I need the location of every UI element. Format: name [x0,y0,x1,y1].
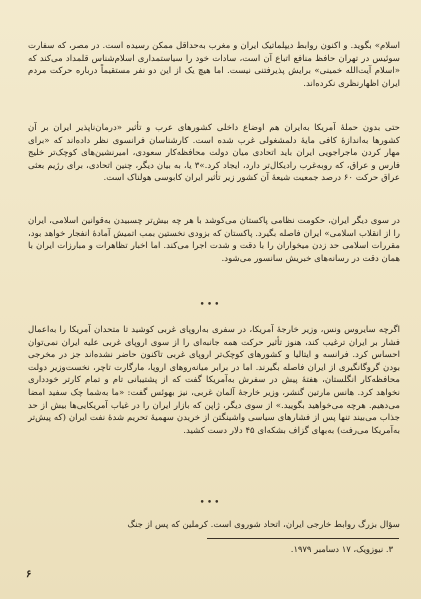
paragraph-4: اگرچه سایروس ونس، وزیر خارجهٔ آمریکا، در سفری به‌اروپای غربی کوشید تا متحدان آمریکا را به‌اعمال فشار بر ایران ترغیب کند، هنوز تأثیر حرکت همه جانبه‌ای را از سوی اروپای غربی علیه ایران نمی‌توان احساس کرد. فرانسه و ایتالیا و کشورهای کوچک‌تر اروپای غربی تاکنون حاضر نشده‌اند جز در مخرجی بودن گروگانگیری از ایران فاصله بگیرند. اما در برابر میانه‌روهای اروپا، مارگارت تاچر، نخست‌وزیر دولت محافظه‌کار انگلستان، هفتهٔ پیش در سفرش به‌آمریکا گفت که از پشتیبانی تام و تمام کارتر خودداری نخواهد کرد. هانس مارتین گنشر، وزیر خارجهٔ آلمان غربی، نیز بهوئس گفت: «ما به‌شما چک سفید امضا می‌دهیم. هرچه می‌خواهید بگویید.» از سوی دیگر، ژاپن که بازار ایران را در غیاب آمریکایی‌ها بیش از حد جذاب می‌بیند تنها پس از فشارهای سیاسی واشینگتن از خریدن سهمیهٔ تحریم شدهٔ نفت ایران (که پیش‌تر به‌آمریکا می‌رفت) به‌بهای گزاف بشکه‌ای ۴۵ دلار دست کشید. [28,325,400,436]
page-number: ۶ [26,569,32,580]
paragraph-3: در سوی دیگر ایران، حکومت نظامی پاکستان می‌کوشد با هر چه بیش‌تر چسبیدن به‌قوانین اسلامی، ایران را از انقلاب اسلامی» ایران فاصله بگیرد. پاکستان که بزودی نخستین بمب اتمیش آمادهٔ انفجار خواهد بود، مقررات اسلامی حد زدن میخواران را با دقت و شدت اجرا می‌کند. اما اخبار تظاهرات و مبارزات ایران با همان دقت در رسانه‌های خبریش سانسور می‌شود. [28,216,400,264]
paragraph-5: سؤال بزرگ روابط خارجی ایران، اتحاد شوروی است. کرملین که پس از جنگ [127,520,400,530]
footnote-rule [207,538,399,539]
section-separator: ••• [199,498,222,508]
paragraph-2: حتی بدون حملهٔ آمریکا به‌ایران هم اوضاع داخلی کشورهای عرب و تأثیر «درمان‌ناپذیر ایران بر آن کشورها به‌اندازهٔ کافی مایهٔ دلمشغولی غرب شده است. کارشناسان فرانسوی نظر داده‌اند که «برای مهار کردن ماجراجویی ایران باید اتحادی میان دولت محافظه‌کار سعودی، امیرنشین‌های کوچک‌تر خلیج فارس و عراق، که روبه‌غرب رادیکال‌تر دارد، ایجاد کرد.»۳ یا، به بیان دیگر، چنین اتحادی، برای رژیم بعثی عراق حرکت ۶۰ درصد جمعیت شیعهٔ آن کشور زیر تأثیر ایران کابوسی هولناک است. [28,123,401,184]
paragraph-1: اسلام» بگوید. و اکنون روابط دیپلماتیک ایران و مغرب به‌حداقل ممکن رسیده است. در مصر، که سفارت سوئیس در تهران حافظ منافع اتباع آن است، سادات خود را سیاستمداری اسلام‌شناس قلمداد می‌کند که «اسلام آیت‌الله خمینی» برایش پذیرفتنی نیست. اما هیچ یک از این دو نفر مستقیماً درباره حرکت مردم ایران اظهارنظری نکرده‌اند. [28,41,400,89]
section-separator: ••• [199,300,222,310]
footnote: ۳. نیوزویک، ۱۷ دسامبر ۱۹۷۹. [290,544,393,554]
